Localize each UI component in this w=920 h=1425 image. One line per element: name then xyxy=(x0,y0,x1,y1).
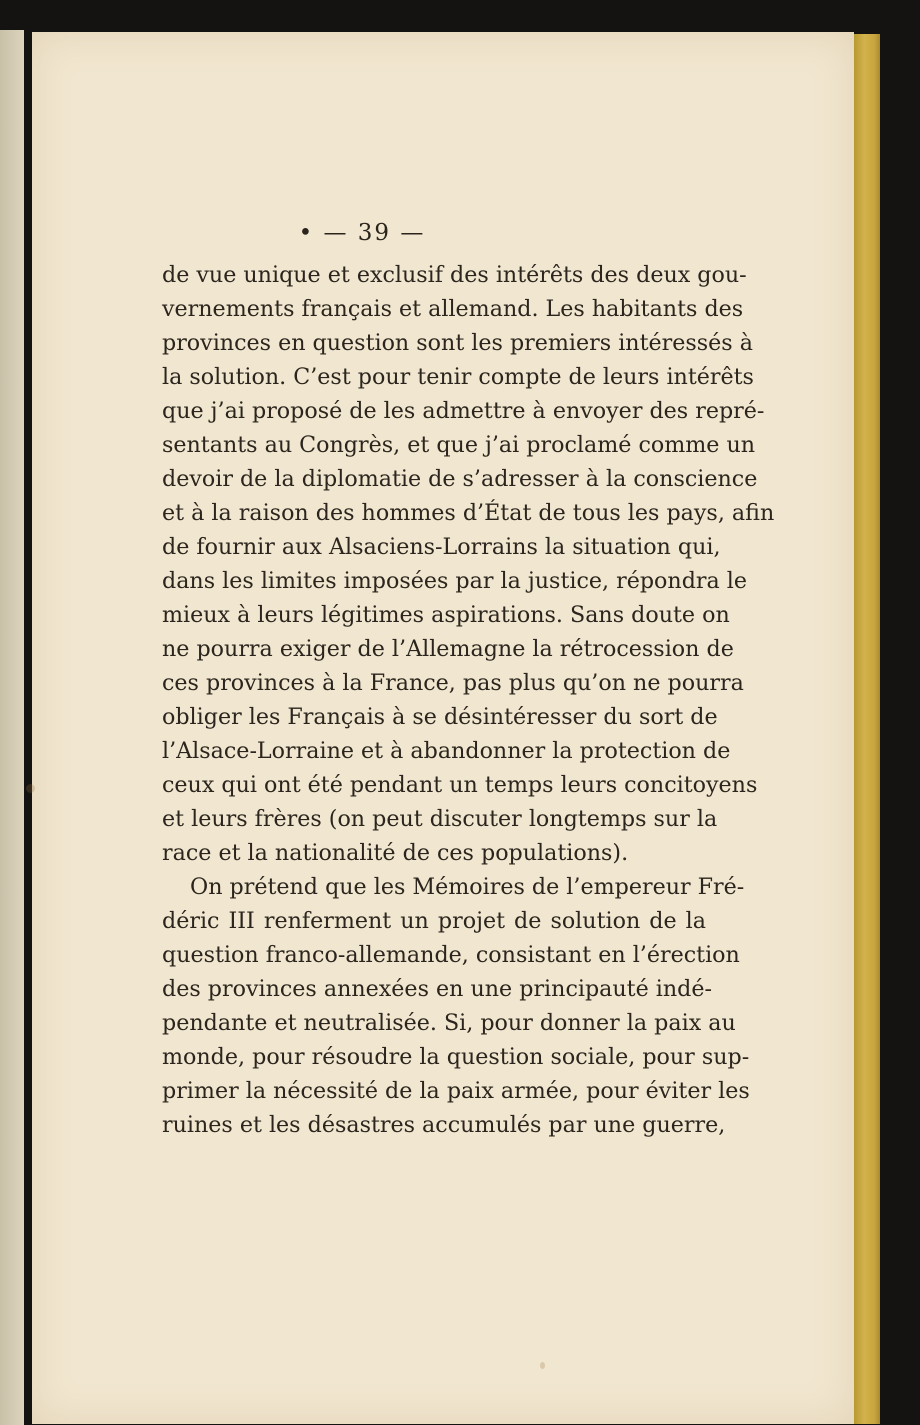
paper-stain xyxy=(540,1362,545,1369)
text-line: primer la nécessité de la paix armée, pour éviter les xyxy=(162,1078,750,1104)
text-line: ne pourra exiger de l’Allemagne la rétrocession de xyxy=(162,636,734,662)
text-line: dans les limites imposées par la justice, répondra le xyxy=(162,568,748,594)
text-line: des provinces annexées en une principauté indé- xyxy=(162,976,712,1002)
text-line: la solution. C’est pour tenir compte de leurs intérêts xyxy=(162,364,754,390)
text-line: ceux qui ont été pendant un temps leurs concitoyens xyxy=(162,772,758,798)
text-line: que j’ai proposé de les admettre à envoyer des repré- xyxy=(162,398,765,424)
text-line: déric III renferment un projet de solution de la xyxy=(162,908,706,934)
text-line: et leurs frères (on peut discuter longtemps sur la xyxy=(162,806,718,832)
text-line: provinces en question sont les premiers intéressés à xyxy=(162,330,753,356)
text-line: ruines et les désastres accumulés par une guerre, xyxy=(162,1112,726,1138)
paper-stain xyxy=(26,784,35,793)
gilt-page-edge xyxy=(854,34,880,1424)
text-line: ces provinces à la France, pas plus qu’on ne pourra xyxy=(162,670,744,696)
text-line: de fournir aux Alsaciens-Lorrains la situation qui, xyxy=(162,534,721,560)
text-line: obliger les Français à se désintéresser du sort de xyxy=(162,704,718,730)
text-line: mieux à leurs légitimes aspirations. Sans doute on xyxy=(162,602,730,628)
body-text xyxy=(162,258,775,1142)
text-line: sentants au Congrès, et que j’ai proclamé comme un xyxy=(162,432,756,458)
book-page xyxy=(32,32,854,1424)
text-line: l’Alsace-Lorraine et à abandonner la protection de xyxy=(162,738,731,764)
text-line: pendante et neutralisée. Si, pour donner la paix au xyxy=(162,1010,736,1036)
text-line: monde, pour résoudre la question sociale, pour sup- xyxy=(162,1044,750,1070)
left-page-edge xyxy=(0,30,24,1425)
text-line: question franco-allemande, consistant en l’érection xyxy=(162,942,740,968)
text-line: et à la raison des hommes d’État de tous les pays, afin xyxy=(162,500,775,526)
text-line: race et la nationalité de ces populations). xyxy=(162,840,629,866)
text-line: devoir de la diplomatie de s’adresser à la conscience xyxy=(162,466,758,492)
page-number: • — 39 — xyxy=(298,220,426,246)
text-line: vernements français et allemand. Les habitants des xyxy=(162,296,744,322)
text-line: de vue unique et exclusif des intérêts des deux gou- xyxy=(162,262,747,288)
text-line: On prétend que les Mémoires de l’empereur Fré- xyxy=(190,874,745,900)
